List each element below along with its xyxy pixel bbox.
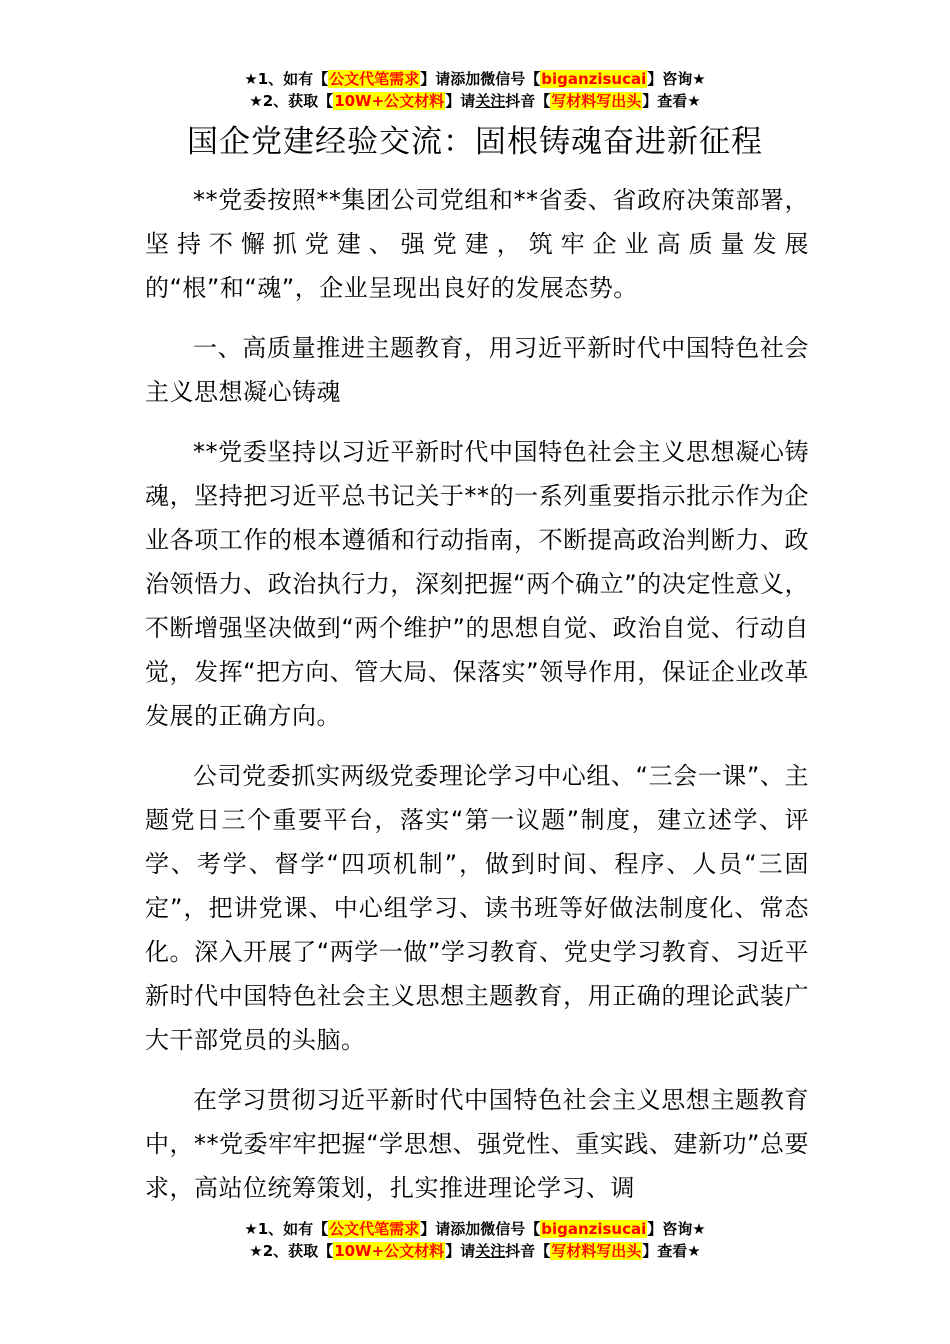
highlight-service: 公文代笔需求 [329,70,420,88]
promo-line-2: ★2、获取【10W+公文材料】请关注抖音【写材料写出头】查看★ [249,92,701,110]
follow-text: 关注 [475,1242,506,1260]
highlight-materials: 10W+公文材料 [334,1242,445,1260]
highlight-materials: 10W+公文材料 [334,92,445,110]
paragraph: **党委坚持以习近平新时代中国特色社会主义思想凝心铸魂，坚持把习近平总书记关于**的一系列重要指示批示作为企业各项工作的根本遵循和行动指南，不断提高政治判断力、政治领悟力、政治执行力，深刻把握“两个确立”的决定性意义，不断增强坚决做到“两个维护”的思想自觉、政治自觉、行动自觉，发挥“把方向、管大局、保落实”领导作用，保证企业改革发展的正确方向。 [145,438,809,730]
paragraph-intro: **党委按照**集团公司党组和**省委、省政府决策部署，坚持不懈抓党建、强党建，筑牢企业高质量发展的“根”和“魂”，企业呈现出良好的发展态势。 [145,186,809,302]
promo-line-2: ★2、获取【10W+公文材料】请关注抖音【写材料写出头】查看★ [249,1242,701,1260]
paragraph: 在学习贯彻习近平新时代中国特色社会主义思想主题教育中，**党委牢牢把握“学思想、强党性、重实践、建新功”总要求，高站位统筹策划，扎实推进理论学习、调 [145,1086,809,1202]
highlight-wechat-id: biganzisucai [541,70,647,88]
highlight-service: 公文代笔需求 [329,1220,420,1238]
section-heading-1: 一、高质量推进主题教育，用习近平新时代中国特色社会主义思想凝心铸魂 [145,334,809,406]
promo-line-1: ★1、如有【公文代笔需求】请添加微信号【biganzisucai】咨询★ [244,70,706,88]
highlight-account: 写材料写出头 [551,1242,642,1260]
document-title: 国企党建经验交流：固根铸魂奋进新征程 [187,124,763,160]
highlight-wechat-id: biganzisucai [541,1220,647,1238]
document-body [145,178,809,1226]
paragraph: 公司党委抓实两级党委理论学习中心组、“三会一课”、主题党日三个重要平台，落实“第一议题”制度，建立述学、评学、考学、督学“四项机制”，做到时间、程序、人员“三固定”，把讲党课、中心组学习、读书班等好做法制度化、常态化。深入开展了“两学一做”学习教育、党史学习教育、习近平新时代中国特色社会主义思想主题教育，用正确的理论武装广大干部党员的头脑。 [145,762,809,1054]
promo-banner-top [0,68,950,112]
highlight-account: 写材料写出头 [551,92,642,110]
follow-text: 关注 [475,92,506,110]
promo-line-1: ★1、如有【公文代笔需求】请添加微信号【biganzisucai】咨询★ [244,1220,706,1238]
promo-banner-bottom [0,1218,950,1262]
